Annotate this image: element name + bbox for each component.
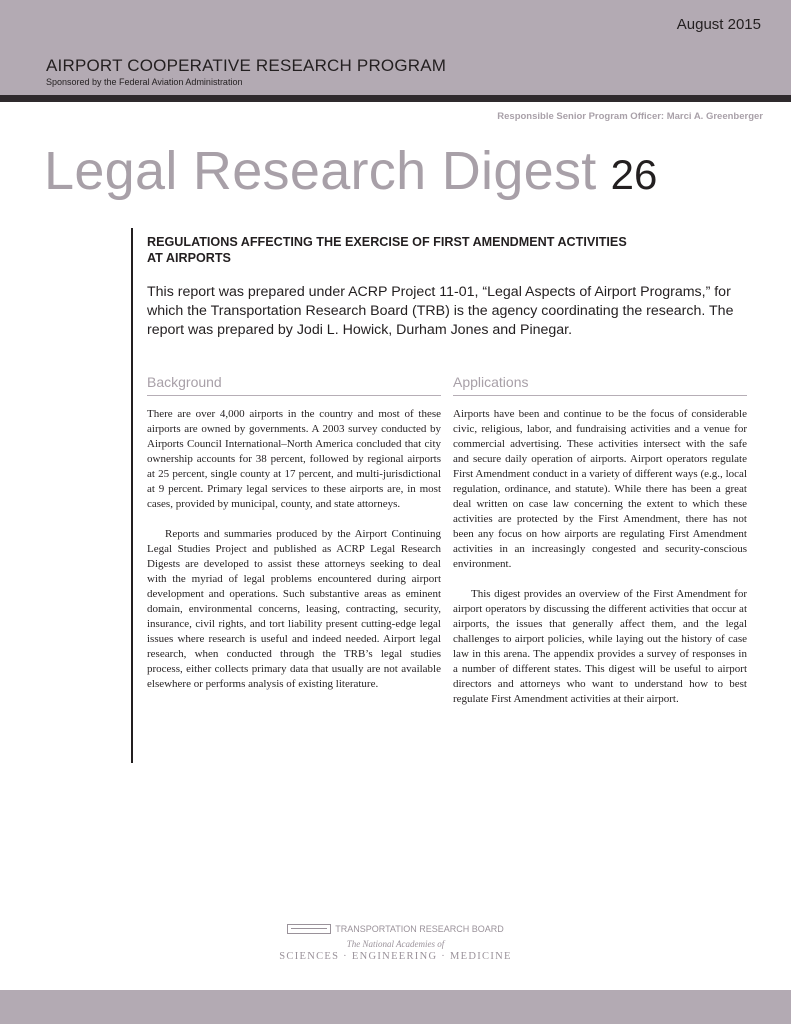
- applications-paragraph-1: Airports have been and continue to be the focus of considerable civic, religious, labor, and fundraising activities and a venue for commercial advertising. These activities intersect with the safe and secure daily operation of airports. Airport operators regulate First Amendment conduct in a variety of different ways (e.g., local regulation, ordinance, and statute). While there has been a great deal written on case law concerning the extent to which these activities are protected by the First Amendment, there has not been any focus on how airports are regulating First Amendment activities in an increasingly congested and security-conscious environment.: [453, 408, 747, 570]
- trb-line: [0, 924, 791, 934]
- sponsor-line: Sponsored by the Federal Aviation Administration: [46, 77, 243, 87]
- applications-paragraph-2: This digest provides an overview of the First Amendment for airport operators by discussing the different activities that occur at airports, the issues that generally affect them, and the legal challenges to airport policies, while laying out the history of case law in this arena. The appendix provides a survey of responses in a number of different states. This digest will be useful to airport directors and attorneys who want to understand how to best regulate First Amendment activities at their airport.: [453, 588, 747, 705]
- trb-logo: [0, 924, 791, 962]
- headline-line-1: REGULATIONS AFFECTING THE EXERCISE OF FIRST AMENDMENT ACTIVITIES: [147, 235, 627, 249]
- applications-rule: [453, 395, 747, 396]
- footer-band: [0, 990, 791, 1024]
- trb-name: TRANSPORTATION RESEARCH BOARD: [335, 924, 504, 934]
- masthead-title: Legal Research Digest: [44, 141, 597, 201]
- intro-paragraph: This report was prepared under ACRP Project 11-01, “Legal Aspects of Airport Programs,” for which the Transportation Research Board (TRB) is the agency coordinating the research. The report was prepared by Jodi L. Howick, Durham Jones and Pinegar.: [147, 284, 734, 338]
- digest-number: 26: [610, 151, 658, 198]
- issue-date: August 2015: [676, 16, 761, 33]
- headline-line-2: AT AIRPORTS: [147, 251, 231, 265]
- header-rule: [0, 95, 791, 102]
- masthead: [44, 140, 657, 202]
- trb-mark-icon: [287, 924, 331, 934]
- nas-line-2: SCIENCES · ENGINEERING · MEDICINE: [279, 951, 512, 962]
- background-rule: [147, 395, 441, 396]
- vertical-rule: [131, 228, 133, 763]
- background-paragraph-1: There are over 4,000 airports in the country and most of these airports are owned by governments. A 2003 survey conducted by Airports Council International–North America concluded that city ownership accounts for 38 percent, followed by regional airports at 25 percent, single county at 17 percent, and multi-jurisdictional at 9 percent. Primary legal services to these airports are, in most cases, provided by municipal, county, and state attorneys.: [147, 408, 441, 510]
- program-name: AIRPORT COOPERATIVE RESEARCH PROGRAM: [46, 56, 447, 75]
- background-heading: Background: [147, 374, 222, 390]
- report-headline: [147, 234, 707, 266]
- program-officer: Responsible Senior Program Officer: Marci A. Greenberger: [497, 111, 763, 122]
- nas-line-1: The National Academies of: [346, 939, 445, 949]
- applications-heading: Applications: [453, 374, 529, 390]
- background-paragraph-2: Reports and summaries produced by the Airport Continuing Legal Studies Project and published as ACRP Legal Research Digests are developed to assist these attorneys seeking to deal with the myriad of legal problems encountered during airport development and operations. Such substantive areas as eminent domain, environmental concerns, leasing, contracting, security, insurance, civil rights, and tort liability present cutting-edge legal issues where research is useful and indeed needed. Airport legal research, when conducted through the TRB’s legal studies process, either collects primary data that usually are not available elsewhere or performs analysis of existing literature.: [147, 528, 441, 690]
- applications-column: [453, 407, 747, 722]
- background-column: [147, 407, 441, 707]
